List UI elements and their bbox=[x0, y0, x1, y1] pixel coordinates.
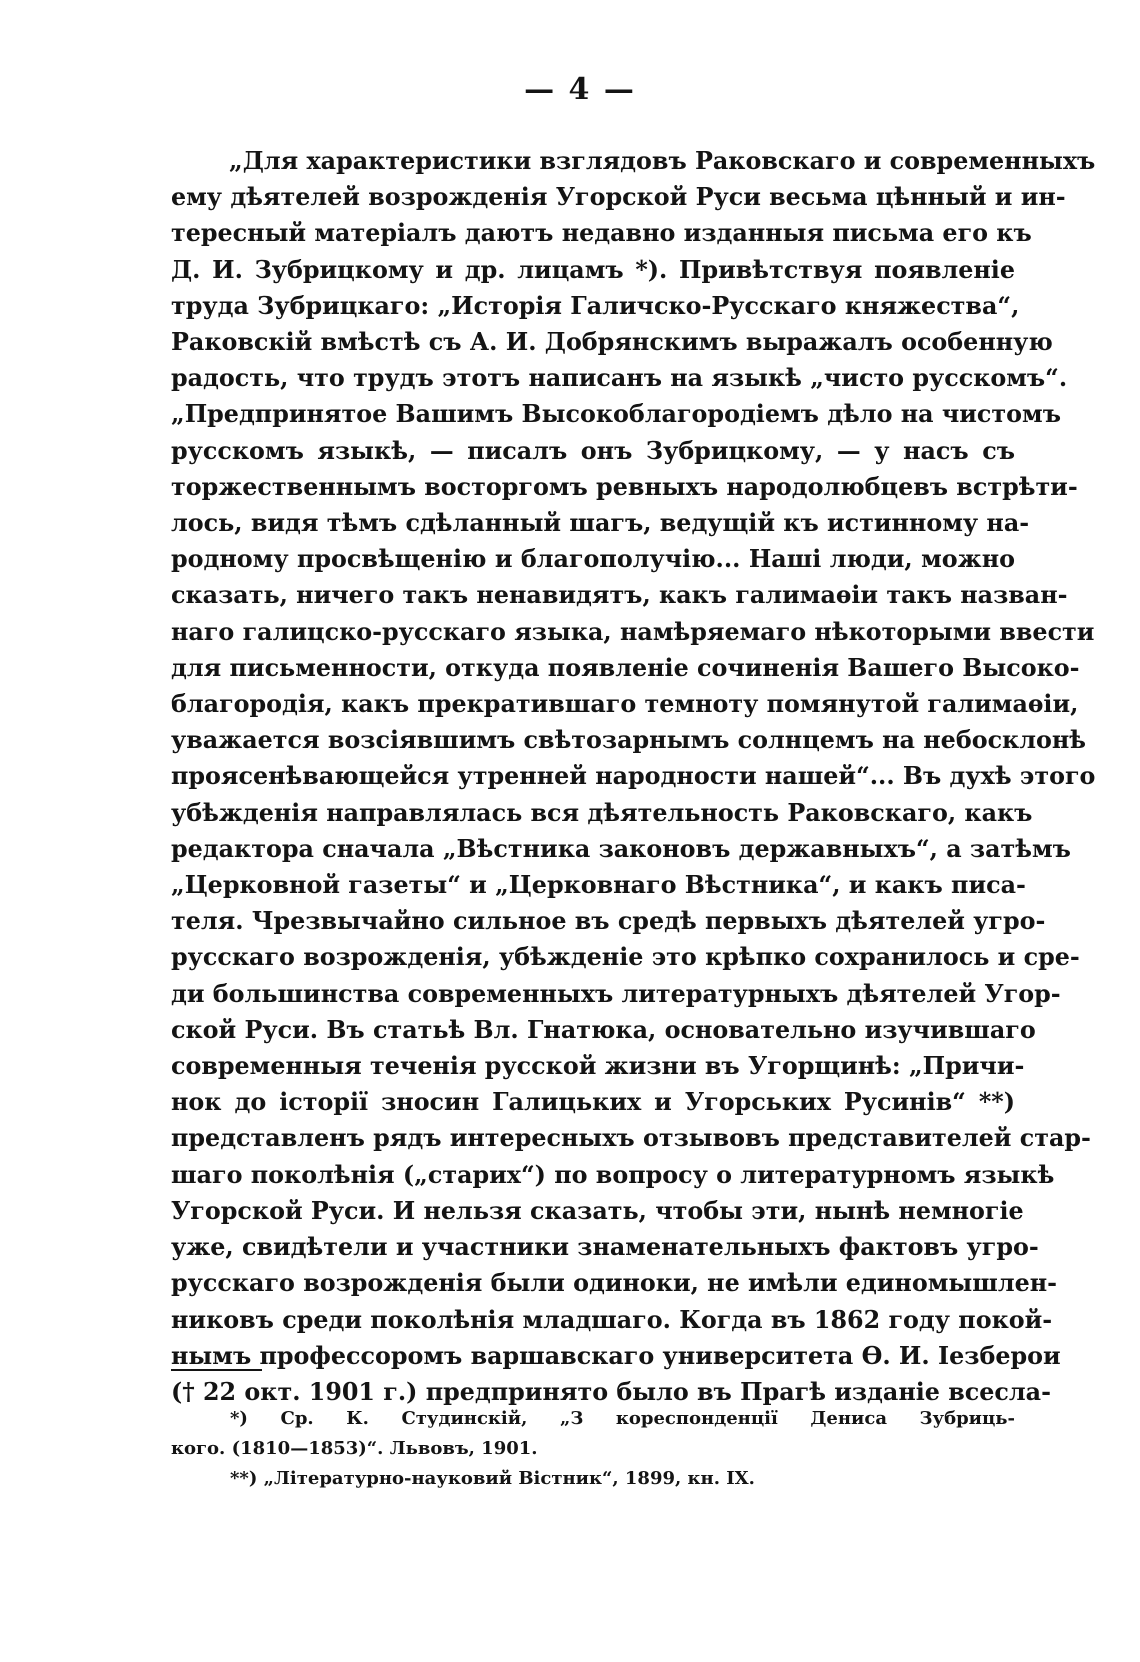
text-line: „Для характеристики взглядовъ Раковскаго и современныхъ bbox=[229, 147, 1096, 175]
text-line: труда Зубрицкаго: „Исторія Галичско-Русскаго княжества“, bbox=[171, 291, 1020, 320]
text-line: тересный матеріалъ даютъ недавно изданныя письма его къ bbox=[171, 219, 1032, 248]
text-line: торжественнымъ восторгомъ ревныхъ народолюбцевъ встрѣти- bbox=[171, 472, 1078, 501]
footnote-line: *) Ср. К. Студинскій, „З кореспонденції Дениса Зубриць- bbox=[230, 1408, 1015, 1429]
text-line: лось, видя тѣмъ сдѣланный шагъ, ведущій къ истинному на- bbox=[171, 509, 1030, 538]
text-line: „Предпринятое Вашимъ Высокоблагородіемъ дѣло на чистомъ bbox=[171, 400, 1061, 429]
main-paragraph bbox=[171, 143, 1096, 1410]
text-line: благородія, какъ прекратившаго темноту помянутой галимаѳіи, bbox=[171, 690, 1079, 719]
text-line: русскаго возрожденія, убѣжденіе это крѣпко сохранилось и сре- bbox=[171, 943, 1080, 972]
text-line: радость, что трудъ этотъ написанъ на языкѣ „чисто русскомъ“. bbox=[171, 364, 1068, 393]
text-line: сказать, ничего такъ ненавидятъ, какъ галимаѳіи такъ назван- bbox=[171, 581, 1068, 610]
text-line: для письменности, откуда появленіе сочиненія Вашего Высоко- bbox=[171, 653, 1080, 682]
footnotes bbox=[171, 1404, 1015, 1494]
text-line: русскаго возрожденія были одиноки, не имѣли единомышлен- bbox=[171, 1269, 1058, 1298]
text-line: ди большинства современныхъ литературныхъ дѣятелей Угор- bbox=[171, 979, 1061, 1008]
text-line: Д. И. Зубрицкому и др. лицамъ *). Привѣтствуя появленіе bbox=[171, 255, 1015, 284]
footnote-line: **) „Літературно-науковий Вістник“, 1899, кн. IX. bbox=[230, 1468, 755, 1489]
text-line: „Церковной газеты“ и „Церковнаго Вѣстника“, и какъ писа- bbox=[171, 871, 1026, 900]
text-line: редактора сначала „Вѣстника законовъ державныхъ“, а затѣмъ bbox=[171, 834, 1071, 863]
text-line: русскомъ языкѣ, — писалъ онъ Зубрицкому, — у насъ съ bbox=[171, 436, 1015, 465]
text-line: уважается возсіявшимъ свѣтозарнымъ солнцемъ на небосклонѣ bbox=[171, 726, 1087, 755]
text-line: ской Руси. Въ статьѣ Вл. Гнатюка, основательно изучившаго bbox=[171, 1015, 1036, 1044]
text-line: родному просвѣщенію и благополучію... Наші люди, можно bbox=[171, 545, 1015, 574]
text-line: проясенѣвающейся утренней народности нашей“... Въ духѣ этого bbox=[171, 762, 1096, 791]
text-line: наго галицско-русскаго языка, намѣряемаго нѣкоторыми ввести bbox=[171, 617, 1095, 646]
text-line: современныя теченія русской жизни въ Угорщинѣ: „Причи- bbox=[171, 1052, 1025, 1081]
footnote-line: кого. (1810—1853)“. Львовъ, 1901. bbox=[171, 1438, 538, 1459]
text-line: нок до історії зносин Галицьких и Угорських Русинів“ **) bbox=[171, 1088, 1015, 1117]
text-line: теля. Чрезвычайно сильное въ средѣ первыхъ дѣятелей угро- bbox=[171, 907, 1046, 936]
text-line: Угорской Руси. И нельзя сказать, чтобы эти, нынѣ немногіе bbox=[171, 1196, 1024, 1225]
page-number: — 4 — bbox=[524, 72, 636, 107]
text-line: нымъ профессоромъ варшавскаго университета Ѳ. И. Іезберои bbox=[171, 1341, 1061, 1370]
text-line: Раковскій вмѣстѣ съ А. И. Добрянскимъ выражалъ особенную bbox=[171, 328, 1053, 357]
text-line: убѣжденія направлялась вся дѣятельность Раковскаго, какъ bbox=[171, 798, 1033, 827]
footnote-divider bbox=[171, 1369, 262, 1371]
text-line: ему дѣятелей возрожденія Угорской Руси весьма цѣнный и ин- bbox=[171, 183, 1066, 212]
text-line: († 22 окт. 1901 г.) предпринято было въ Прагѣ изданіе всесла- bbox=[171, 1377, 1051, 1406]
text-line: уже, свидѣтели и участники знаменательныхъ фактовъ угро- bbox=[171, 1233, 1039, 1262]
text-line: никовъ среди поколѣнія младшаго. Когда въ 1862 году покой- bbox=[171, 1305, 1053, 1334]
text-line: представленъ рядъ интересныхъ отзывовъ представителей стар- bbox=[171, 1124, 1091, 1153]
text-line: шаго поколѣнія („старих“) по вопросу о литературномъ языкѣ bbox=[171, 1160, 1055, 1189]
